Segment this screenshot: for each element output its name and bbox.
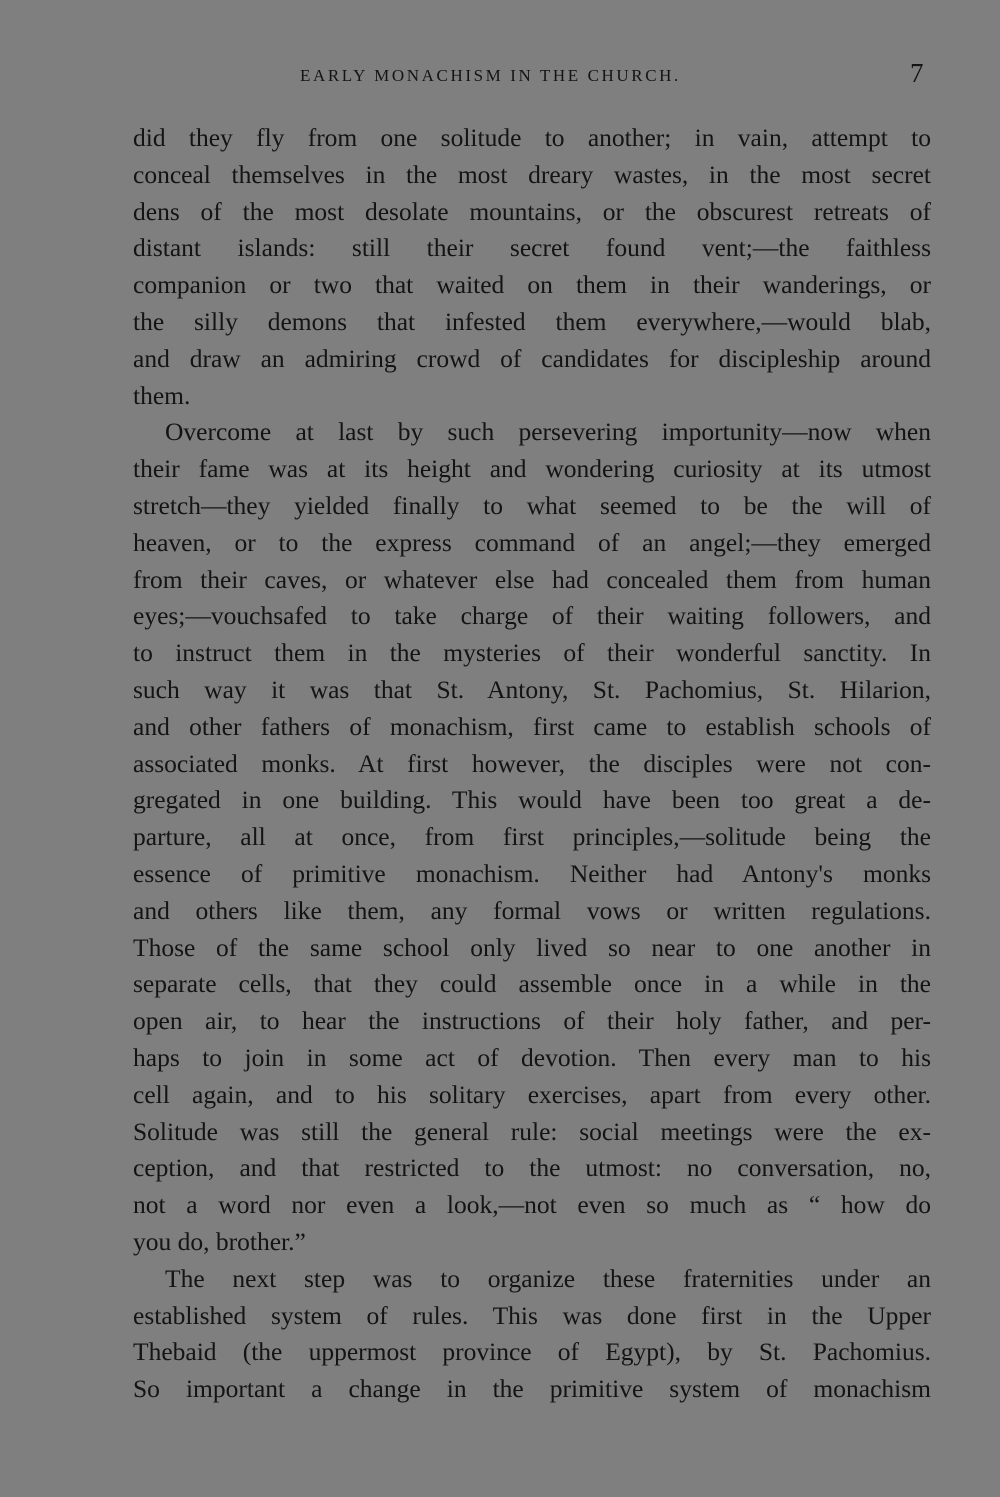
text-line: separate cells, that they could assemble once in a while in the — [133, 969, 931, 999]
text-line: eyes;—vouchsafed to take charge of their waiting followers, and — [133, 601, 931, 631]
text-line: Those of the same school only lived so near to one another in — [133, 932, 931, 962]
running-head: EARLY MONACHISM IN THE CHURCH. — [300, 66, 681, 85]
text-line: conceal themselves in the most dreary wastes, in the most secret — [133, 159, 931, 189]
text-line: ception, and that restricted to the utmost: no conversation, no, — [133, 1153, 931, 1183]
text-line: essence of primitive monachism. Neither had Antony's monks — [133, 858, 931, 888]
text-line: distant islands: still their secret found vent;—the faithless — [133, 233, 931, 263]
text-line: to instruct them in the mysteries of their wonderful sanctity. In — [133, 638, 931, 668]
text-line: So important a change in the primitive system of monachism — [133, 1374, 931, 1404]
body-text — [133, 120, 931, 1408]
text-line: stretch—they yielded finally to what seemed to be the will of — [133, 490, 931, 520]
text-line: gregated in one building. This would have been too great a de- — [133, 785, 931, 815]
paragraph-2 — [133, 414, 931, 1260]
text-line: Thebaid (the uppermost province of Egypt), by St. Pachomius. — [133, 1337, 931, 1367]
text-line: open air, to hear the instructions of their holy father, and per- — [133, 1006, 931, 1036]
text-line: from their caves, or whatever else had concealed them from human — [133, 564, 931, 594]
text-line: established system of rules. This was done first in the Upper — [133, 1300, 931, 1330]
text-line: the silly demons that infested them everywhere,—would blab, — [133, 306, 931, 336]
text-line: dens of the most desolate mountains, or the obscurest retreats of — [133, 196, 931, 226]
text-line: Overcome at last by such persevering importunity—now when — [165, 417, 931, 447]
paragraph-1 — [133, 120, 931, 414]
text-line: not a word nor even a look,—not even so much as “ how do — [133, 1190, 931, 1220]
text-line: you do, brother.” — [133, 1226, 306, 1256]
page-number: 7 — [910, 58, 924, 88]
text-line: did they fly from one solitude to another; in vain, attempt to — [133, 123, 931, 152]
text-line: such way it was that St. Antony, St. Pachomius, St. Hilarion, — [133, 674, 931, 704]
text-line: and draw an admiring crowd of candidates for discipleship around — [133, 343, 931, 373]
text-line: parture, all at once, from first principles,—solitude being the — [133, 822, 931, 852]
text-line: and other fathers of monachism, first came to establish schools of — [133, 711, 931, 741]
text-line: haps to join in some act of devotion. Then every man to his — [133, 1042, 931, 1072]
paragraph-3 — [133, 1261, 931, 1408]
text-line: cell again, and to his solitary exercises, apart from every other. — [133, 1079, 931, 1109]
text-line: heaven, or to the express command of an angel;—they emerged — [133, 527, 931, 557]
text-line: companion or two that waited on them in their wanderings, or — [133, 270, 931, 300]
text-line: The next step was to organize these fraternities under an — [165, 1263, 931, 1293]
text-line: their fame was at its height and wondering curiosity at its utmost — [133, 454, 931, 484]
text-line: Solitude was still the general rule: social meetings were the ex- — [133, 1116, 931, 1146]
text-line: and others like them, any formal vows or written regulations. — [133, 895, 931, 925]
text-line: them. — [133, 380, 191, 410]
text-line: associated monks. At first however, the disciples were not con- — [133, 748, 931, 778]
